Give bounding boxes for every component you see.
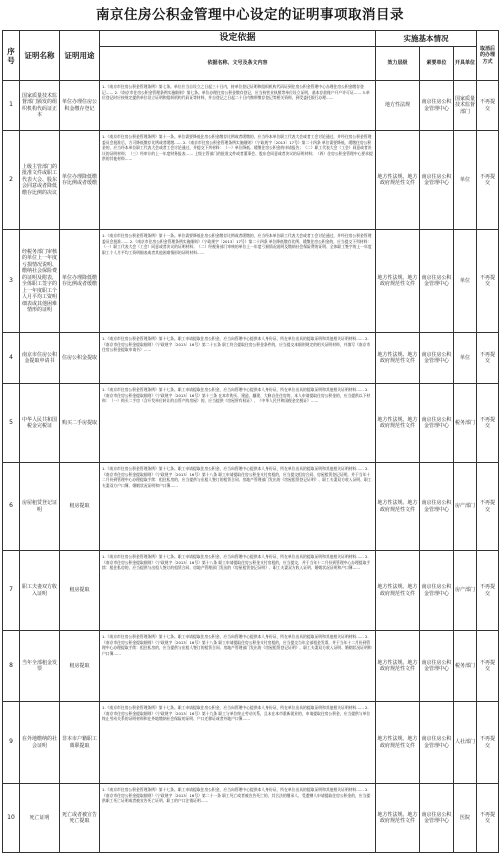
table-row: [3, 81, 499, 131]
header-opener: 开具单位: [454, 47, 477, 81]
row-post-cancellation-method: 不再提交: [477, 702, 499, 784]
row-requesting-unit: 南京住房公积金管理中心: [420, 702, 454, 784]
row-post-cancellation-method: 不再提交: [477, 551, 499, 631]
row-legal-level: 地方性法规: [376, 81, 420, 131]
row-issuing-unit: 税务部门: [454, 384, 477, 463]
header-level: 效力层级: [376, 47, 420, 81]
certificate-cancellation-table: [2, 30, 499, 853]
header-decision: 取消后的办理方式: [477, 31, 499, 81]
row-issuing-unit: 单位: [454, 230, 477, 333]
row-post-cancellation-method: 不再提交: [477, 333, 499, 384]
row-requesting-unit: 南京住房公积金管理中心: [420, 551, 454, 631]
row-certificate-name: 职工夫妻双方收入证明: [20, 551, 60, 631]
header-use: 证明用途: [60, 31, 100, 81]
row-seq: 7: [3, 551, 20, 631]
row-issuing-unit: 房产部门: [454, 551, 477, 631]
table-row: [3, 463, 499, 551]
header-name: 证明名称: [20, 31, 60, 81]
page-title: 南京住房公积金管理中心设定的证明事项取消目录: [96, 7, 404, 23]
table-row: [3, 702, 499, 784]
row-post-cancellation-method: 不再提交: [477, 131, 499, 230]
row-certificate-use: 死亡或者被宣告死亡提取: [60, 784, 100, 853]
row-legal-level: 地方性法规、地方政府规范性文件: [376, 230, 420, 333]
header-basis-sub: 依据名称、文号及条文内容: [100, 47, 376, 81]
row-seq: 6: [3, 463, 20, 551]
row-seq: 4: [3, 333, 20, 384]
row-legal-basis: 1.《南京市住房公积金管理条例》第十七条。职工申请提取住房公积金，应当向管理中心提供本人身份证，所在单位出具的提取证明和其他相关证明材料…… 2.《南京市住房公积金提取细则》（宁政规字〔2013〕16号）第十八条 职工申请提取住房公积金支付房租的，应当提交当年全部租金发票，并于当年十二月份到管理中心办理提取手续：租住私房的，应当提供与出租人签订的租赁合同、房地产管理部门发出的《房屋租赁登记证明》、职工夫妻双方收入证明、婚姻状况证明和户口簿……: [100, 631, 376, 702]
row-post-cancellation-method: 不再提交: [477, 631, 499, 702]
row-legal-basis: 1.《南京市住房公积金管理条例》第十七条。职工申请提取住房公积金，应当向管理中心提供本人身份证，所在单位出具的提取证明和其他相关证明材料…… 2.《南京市住房公积金提取细则》（宁政规字〔2013〕16号）第十八条 职工申请提取住房公积金支付房租的，应当提交租房合同、房屋租赁登记证明，并于当年十二月份到管理中心办理提取手续：租住私房的，应当提供与出租人签订的租赁合同、房地产管理部门发出的《房屋租赁登记证明》、职工夫妻双方收入证明、职工夫妻双方户口簿、婚姻状况证明和户口簿……: [100, 463, 376, 551]
row-issuing-unit: 人社部门: [454, 702, 477, 784]
row-legal-level: 地方性法规、地方政府规范性文件: [376, 631, 420, 702]
table-row: [3, 131, 499, 230]
row-legal-level: 地方性法规、地方政府规范性文件: [376, 551, 420, 631]
row-seq: 3: [3, 230, 20, 333]
row-certificate-name: 上级主管部门的批准文件或职工代表大会、股东会同意或者降低缴存比例的决议: [20, 131, 60, 230]
table-row: [3, 631, 499, 702]
row-legal-level: 地方性法规、地方政府规范性文件: [376, 384, 420, 463]
row-certificate-use: 租房提取: [60, 463, 100, 551]
row-requesting-unit: 南京住房公积金管理中心: [420, 81, 454, 131]
row-seq: 10: [3, 784, 20, 853]
row-legal-basis: 1.《南京市住房公积金管理条例》第十一条。单位需要降低住房公积金缴存比例或者缓缴的，应当经本单位职工代表大会或者工会讨论通过，并经住房公积金管理委员会批准…… 2.《南京市住房公积金管理条例实施细则》（宁政规字〔2013〕17号）第二十四条 单位降低缴存比例、缓缴住房公积金的，应当提交下列材料：（一）职工代表大会（工会）同意或者决议的证明材料；（二）经税务部门审核的单位上一年度亏损情况说明及缴纳社会保险费的证明、全体职工签字的上一年度职工个人月平均工资明细表或者其他困难情形的证明材料……: [100, 230, 376, 333]
row-certificate-use: 租房提取: [60, 631, 100, 702]
row-requesting-unit: 南京住房公积金管理中心: [420, 384, 454, 463]
row-seq: 1: [3, 81, 20, 131]
row-certificate-name: 中华人民共和国税金完税证: [20, 384, 60, 463]
row-certificate-name: 国家质量技术监督部门颁发的组织机构代码证正本: [20, 81, 60, 131]
row-certificate-use: 单位办理降低缴存比例或者缓缴: [60, 230, 100, 333]
row-seq: 9: [3, 702, 20, 784]
row-requesting-unit: 南京住房公积金管理中心: [420, 131, 454, 230]
row-certificate-use: 单位办理降低缴存比例或者缓缴: [60, 131, 100, 230]
table-row: [3, 784, 499, 853]
header-basis-group: 设定依据: [100, 31, 376, 47]
row-certificate-name: 当年全部租金发票: [20, 631, 60, 702]
row-legal-basis: 1.《南京市住房公积金管理条例》第十七条。职工申请提取住房公积金，应当向管理中心提供本人身份证，所在单位出具的提取证明和其他相关证明材料…… 2.《南京市住房公积金提取细则》（宁政规字〔2013〕16号）第二十五条 职工符合提取住房公积金条件的，应当提交本细则规定的相关证明材料，并填写《南京市住房公积金提取申请书》……: [100, 333, 376, 384]
table-row: [3, 333, 499, 384]
row-legal-level: 地方性法规、地方政府规范性文件: [376, 784, 420, 853]
row-issuing-unit: 单位: [454, 333, 477, 384]
row-legal-basis: 1.《南京市住房公积金管理条例》第十七条。职工申请提取住房公积金，应当向管理中心提供本人身份证，所在单位出具的提取证明和其他相关证明材料…… 2.《南京市住房公积金提取细则》（宁政规字〔2013〕16号）第十九条 职工与单位终止劳动关系，且未在本市重新就业的，申请提取住房公积金，应当提供与单位终止劳动关系的证明材料和在外地缴纳社会保险的证明、户口迁移证或者外地户口簿……: [100, 702, 376, 784]
row-legal-level: 地方性法规、地方政府规范性文件: [376, 463, 420, 551]
row-seq: 8: [3, 631, 20, 702]
row-certificate-name: 房屋租赁登记证明: [20, 463, 60, 551]
row-legal-basis: 1.《南京市住房公积金管理条例》第十一条。单位需要降低住房公积金缴存比例或者缓缴的，应当经本单位职工代表大会或者工会讨论通过，并经住房公积金管理委员会批准后，方可降低缴存比例或者缓缴…… 2.《南京市住房公积金管理条例实施细则》（宁政规字〔2013〕17号）第二十四条 单位需要降低、缓缴住房公积金的，应当经本单位职工代表大会或者工会讨论通过，并提交下列材料：（一）单位降低、缓缴住房公积金的申请报告；（二）职工代表大会（工会）同意或者决议的证明材料；（三）经审计的上一年度财务报表…… 上级主管部门的批准文件或者董事会、股东会同意或者决议的证明材料；（四）住房公积金管理中心要求提供的其他材料……: [100, 131, 376, 230]
row-issuing-unit: 医院: [454, 784, 477, 853]
row-certificate-use: 非本市户籍职工离职提取: [60, 702, 100, 784]
row-issuing-unit: 国家质量技术监督部门: [454, 81, 477, 131]
row-certificate-name: 在外地缴纳的社会证明: [20, 702, 60, 784]
row-legal-basis: 1.《南京市住房公积金管理条例》第十七条。职工申请提取住房公积金，应当向管理中心提供本人身份证，所在单位出具的提取证明和其他相关证明材料…… 2.《南京市住房公积金提取细则》（宁政规字〔2013〕16号）第十八条 职工申请提取住房公积金支付房租的，应当提交，并于当年十二月份到管理中心办理提取手续：租住私房的，应当提供与出租人签订的租赁合同、房地产管理部门发出的《房屋租赁登记证明》、职工夫妻双方收入证明、婚姻状况证明和户口簿……: [100, 551, 376, 631]
header-issuer: 索要单位: [420, 47, 454, 81]
row-certificate-name: 死亡证明: [20, 784, 60, 853]
row-issuing-unit: 税务部门: [454, 631, 477, 702]
row-post-cancellation-method: 不再提交: [477, 384, 499, 463]
row-certificate-use: 住房公积金提取: [60, 333, 100, 384]
row-requesting-unit: 南京住房公积金管理中心: [420, 784, 454, 853]
row-legal-basis: 1.《南京市住房公积金管理条例》第十七条。职工申请提取住房公积金，应当向管理中心提供本人身份证，所在单位出具的提取证明和其他相关证明材料…… 2.《南京市住房公积金提取细则》（宁政规字〔2013〕16号）第十三条 在本市购买、建造、翻建、大修自住住房的，本人申请提取住房公积金的，应当提供以下材料：（一）购买二手房（含开发单位转让的自管产的房屋）的，应当提供《房屋所有权证》、《中华人民共和国税金完税证》……: [100, 384, 376, 463]
table-header-row: [3, 31, 499, 47]
row-certificate-use: 购买二手房提取: [60, 384, 100, 463]
row-post-cancellation-method: 不再提交: [477, 230, 499, 333]
row-certificate-name: 南京市住房公积金提取申请书: [20, 333, 60, 384]
row-legal-level: 地方性法规、地方政府规范性文件: [376, 131, 420, 230]
row-requesting-unit: 南京住房公积金管理中心: [420, 463, 454, 551]
row-requesting-unit: 南京住房公积金管理中心: [420, 230, 454, 333]
row-post-cancellation-method: 不再提交: [477, 784, 499, 853]
table-row: [3, 384, 499, 463]
row-seq: 5: [3, 384, 20, 463]
row-requesting-unit: 南京住房公积金管理中心: [420, 631, 454, 702]
row-legal-level: 地方性法规、地方政府规范性文件: [376, 333, 420, 384]
row-certificate-use: 租房提取: [60, 551, 100, 631]
row-legal-level: 地方性法规、地方政府规范性文件: [376, 702, 420, 784]
row-legal-basis: 1.《南京市住房公积金管理条例》第七条。单位应当自设立之日起三十日内，持单位登记证明和组织机构代码证到住房公积金管理中心办理住房公积金缴存登记…… 2.《南京市住房公积金管理条例实施细则》第七条。单位办理住房公积金缴存登记，应当持营业执照等单位设立证明，基本存款账户开户许可证…… 3.单位登记时应按规定提供单位设立证明和组织机构代码证等材料，并自登记之日起二十日内携带缴存登记等相关资料，到受委托银行办理……: [100, 81, 376, 131]
row-seq: 2: [3, 131, 20, 230]
table-row: [3, 551, 499, 631]
header-impl-group: 实施基本情况: [376, 31, 477, 47]
row-post-cancellation-method: 不再提交: [477, 463, 499, 551]
row-certificate-name: 经税务部门审核的单位上一年度亏损情况说明、缴纳社会保险费的证明及附表，全体职工签字的上一年度职工个人月平均工资明细表或其他困难情形的证明: [20, 230, 60, 333]
header-seq: 序号: [3, 31, 20, 81]
row-requesting-unit: 南京住房公积金管理中心: [420, 333, 454, 384]
row-post-cancellation-method: 不再提交: [477, 81, 499, 131]
row-issuing-unit: 单位: [454, 131, 477, 230]
row-legal-basis: 1.《南京市住房公积金管理条例》第十七条。职工申请提取住房公积金，应当向管理中心提供本人身份证，所在单位出具的提取证明和其他相关证明材料…… 2.《南京市住房公积金提取细则》（宁政规字〔2013〕16号）第二十一条 职工死亡或者被宣告死亡的，其合法的继承人、受遗赠人申请提取住房公积金的，应当提供职工死亡证明或者被宣告死亡证明、职工的户口注销证明……: [100, 784, 376, 853]
row-issuing-unit: 房产部门: [454, 463, 477, 551]
table-row: [3, 230, 499, 333]
row-certificate-use: 单位办理住房公积金缴存登记: [60, 81, 100, 131]
